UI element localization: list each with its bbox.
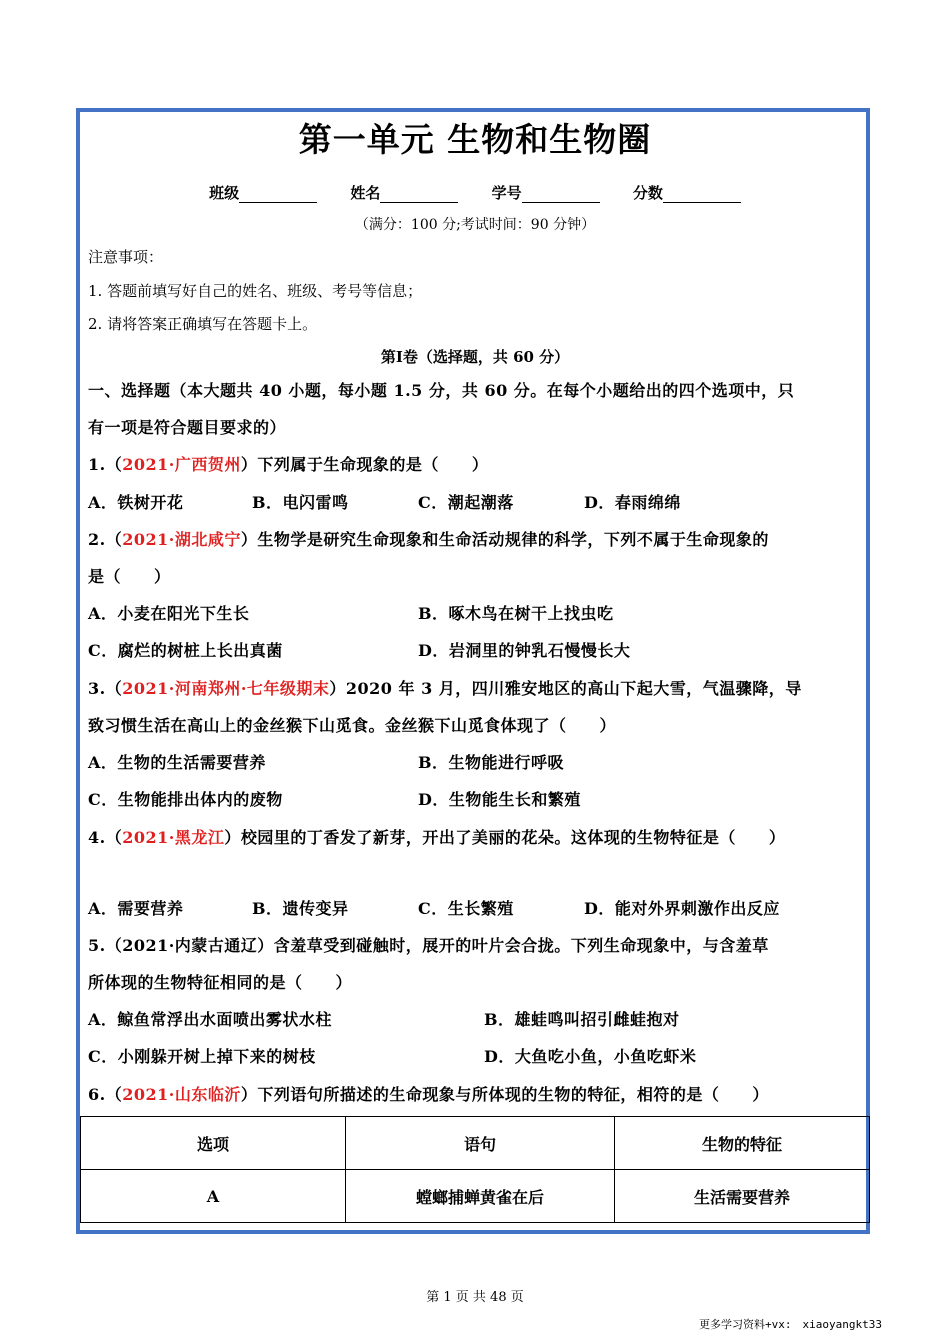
table-header: 生物的特征 — [615, 1117, 870, 1170]
option-b[interactable]: B．雄蛙鸣叫招引雌蛙抱对 — [484, 1010, 680, 1029]
question-number: 4.（ — [88, 828, 123, 847]
page-footer: 第 1 页 共 48 页 — [426, 1290, 524, 1305]
table-header: 选项 — [81, 1117, 346, 1170]
option-d[interactable]: D．春雨绵绵 — [584, 493, 681, 512]
question-source: 2021·山东临沂 — [122, 1085, 241, 1104]
name-label: 姓名 — [350, 184, 381, 202]
option-d[interactable]: D．岩洞里的钟乳石慢慢长大 — [418, 641, 631, 660]
section-title: 第Ⅰ卷（选择题，共 60 分） — [380, 348, 570, 366]
exam-meta: （满分：100 分;考试时间：90 分钟） — [354, 217, 596, 233]
part-intro: 有一项是符合题目要求的） — [88, 418, 287, 437]
option-a[interactable]: A．小麦在阳光下生长 — [88, 604, 250, 623]
id-label: 学号 — [491, 184, 522, 202]
notes-heading: 注意事项： — [88, 248, 164, 266]
question-text: ）生物学是研究生命现象和生命活动规律的科学，下列不属于生命现象的 — [240, 530, 769, 549]
class-label: 班级 — [209, 184, 240, 202]
question-text: ）下列属于生命现象的是（ ） — [240, 455, 489, 474]
option-d[interactable]: D．能对外界刺激作出反应 — [584, 899, 780, 918]
question-5: 5.（2021·内蒙古通辽）含羞草受到碰触时，展开的叶片会合拢。下列生命现象中，与含羞草 — [88, 936, 769, 955]
question-text: ）2020 年 3 月，四川雅安地区的高山下起大雪，气温骤降，导 — [329, 679, 802, 698]
table-row — [81, 1170, 870, 1223]
watermark: 更多学习资料+vx: xiaoyangkt33 — [699, 1318, 882, 1331]
page-title: 第一单元 生物和生物圈 — [298, 120, 652, 159]
question-source: 2021·广西贺州 — [122, 455, 241, 474]
question-text-cont: 所体现的生物特征相同的是（ ） — [88, 973, 353, 992]
question-1 — [88, 452, 488, 475]
note-item: 2. 请将答案正确填写在答题卡上。 — [88, 315, 318, 333]
option-d[interactable]: D．大鱼吃小鱼，小鱼吃虾米 — [484, 1047, 697, 1066]
score-label: 分数 — [632, 184, 663, 202]
question-text: ）下列语句所描述的生命现象与所体现的生物的特征，相符的是（ ） — [240, 1085, 769, 1104]
question-source: 2021·河南郑州·七年级期末 — [122, 679, 330, 698]
option-c[interactable]: C．腐烂的树桩上长出真菌 — [88, 641, 283, 660]
class-blank[interactable] — [239, 188, 317, 203]
name-blank[interactable] — [380, 188, 458, 203]
option-b[interactable]: B．啄木鸟在树干上找虫吃 — [418, 604, 614, 623]
option-b[interactable]: B．生物能进行呼吸 — [418, 753, 565, 772]
question-text: ）校园里的丁香发了新芽，开出了美丽的花朵。这体现的生物特征是（ ） — [224, 828, 786, 847]
part-intro: 一、选择题（本大题共 40 小题，每小题 1.5 分，共 60 分。在每个小题给出的四个选项中，只 — [88, 381, 795, 400]
question-number: 2.（ — [88, 530, 123, 549]
option-a[interactable]: A．铁树开花 — [88, 493, 184, 512]
option-a[interactable]: A．生物的生活需要营养 — [88, 753, 266, 772]
note-item: 1. 答题前填写好自己的姓名、班级、考号等信息； — [88, 282, 423, 300]
score-blank[interactable] — [663, 188, 741, 203]
table-cell: A — [81, 1170, 346, 1223]
question-number: 6.（ — [88, 1085, 123, 1104]
table-header: 语句 — [346, 1117, 615, 1170]
table-header-row — [81, 1117, 870, 1170]
question-3 — [88, 676, 802, 699]
question-text-cont: 是（ ） — [88, 567, 171, 586]
id-blank[interactable] — [522, 188, 600, 203]
option-c[interactable]: C．小刚躲开树上掉下来的树枝 — [88, 1047, 316, 1066]
option-d[interactable]: D．生物能生长和繁殖 — [418, 790, 581, 809]
option-c[interactable]: C．生长繁殖 — [418, 899, 514, 918]
question-6 — [88, 1082, 769, 1105]
table-cell: 生活需要营养 — [615, 1170, 870, 1223]
question-number: 1.（ — [88, 455, 123, 474]
question-source: 2021·湖北咸宁 — [122, 530, 241, 549]
option-c[interactable]: C．潮起潮落 — [418, 493, 514, 512]
option-a[interactable]: A．鲸鱼常浮出水面喷出雾状水柱 — [88, 1010, 332, 1029]
question-number: 3.（ — [88, 679, 123, 698]
question-source: 2021·黑龙江 — [122, 828, 225, 847]
student-info-row — [0, 182, 950, 203]
option-a[interactable]: A．需要营养 — [88, 899, 184, 918]
answer-table — [80, 1116, 870, 1223]
option-c[interactable]: C．生物能排出体内的废物 — [88, 790, 283, 809]
question-4 — [88, 825, 785, 848]
table-cell: 螳螂捕蝉黄雀在后 — [346, 1170, 615, 1223]
option-b[interactable]: B．遗传变异 — [252, 899, 349, 918]
question-2 — [88, 527, 769, 550]
option-b[interactable]: B．电闪雷鸣 — [252, 493, 349, 512]
question-text-cont: 致习惯生活在高山上的金丝猴下山觅食。金丝猴下山觅食体现了（ ） — [88, 716, 617, 735]
